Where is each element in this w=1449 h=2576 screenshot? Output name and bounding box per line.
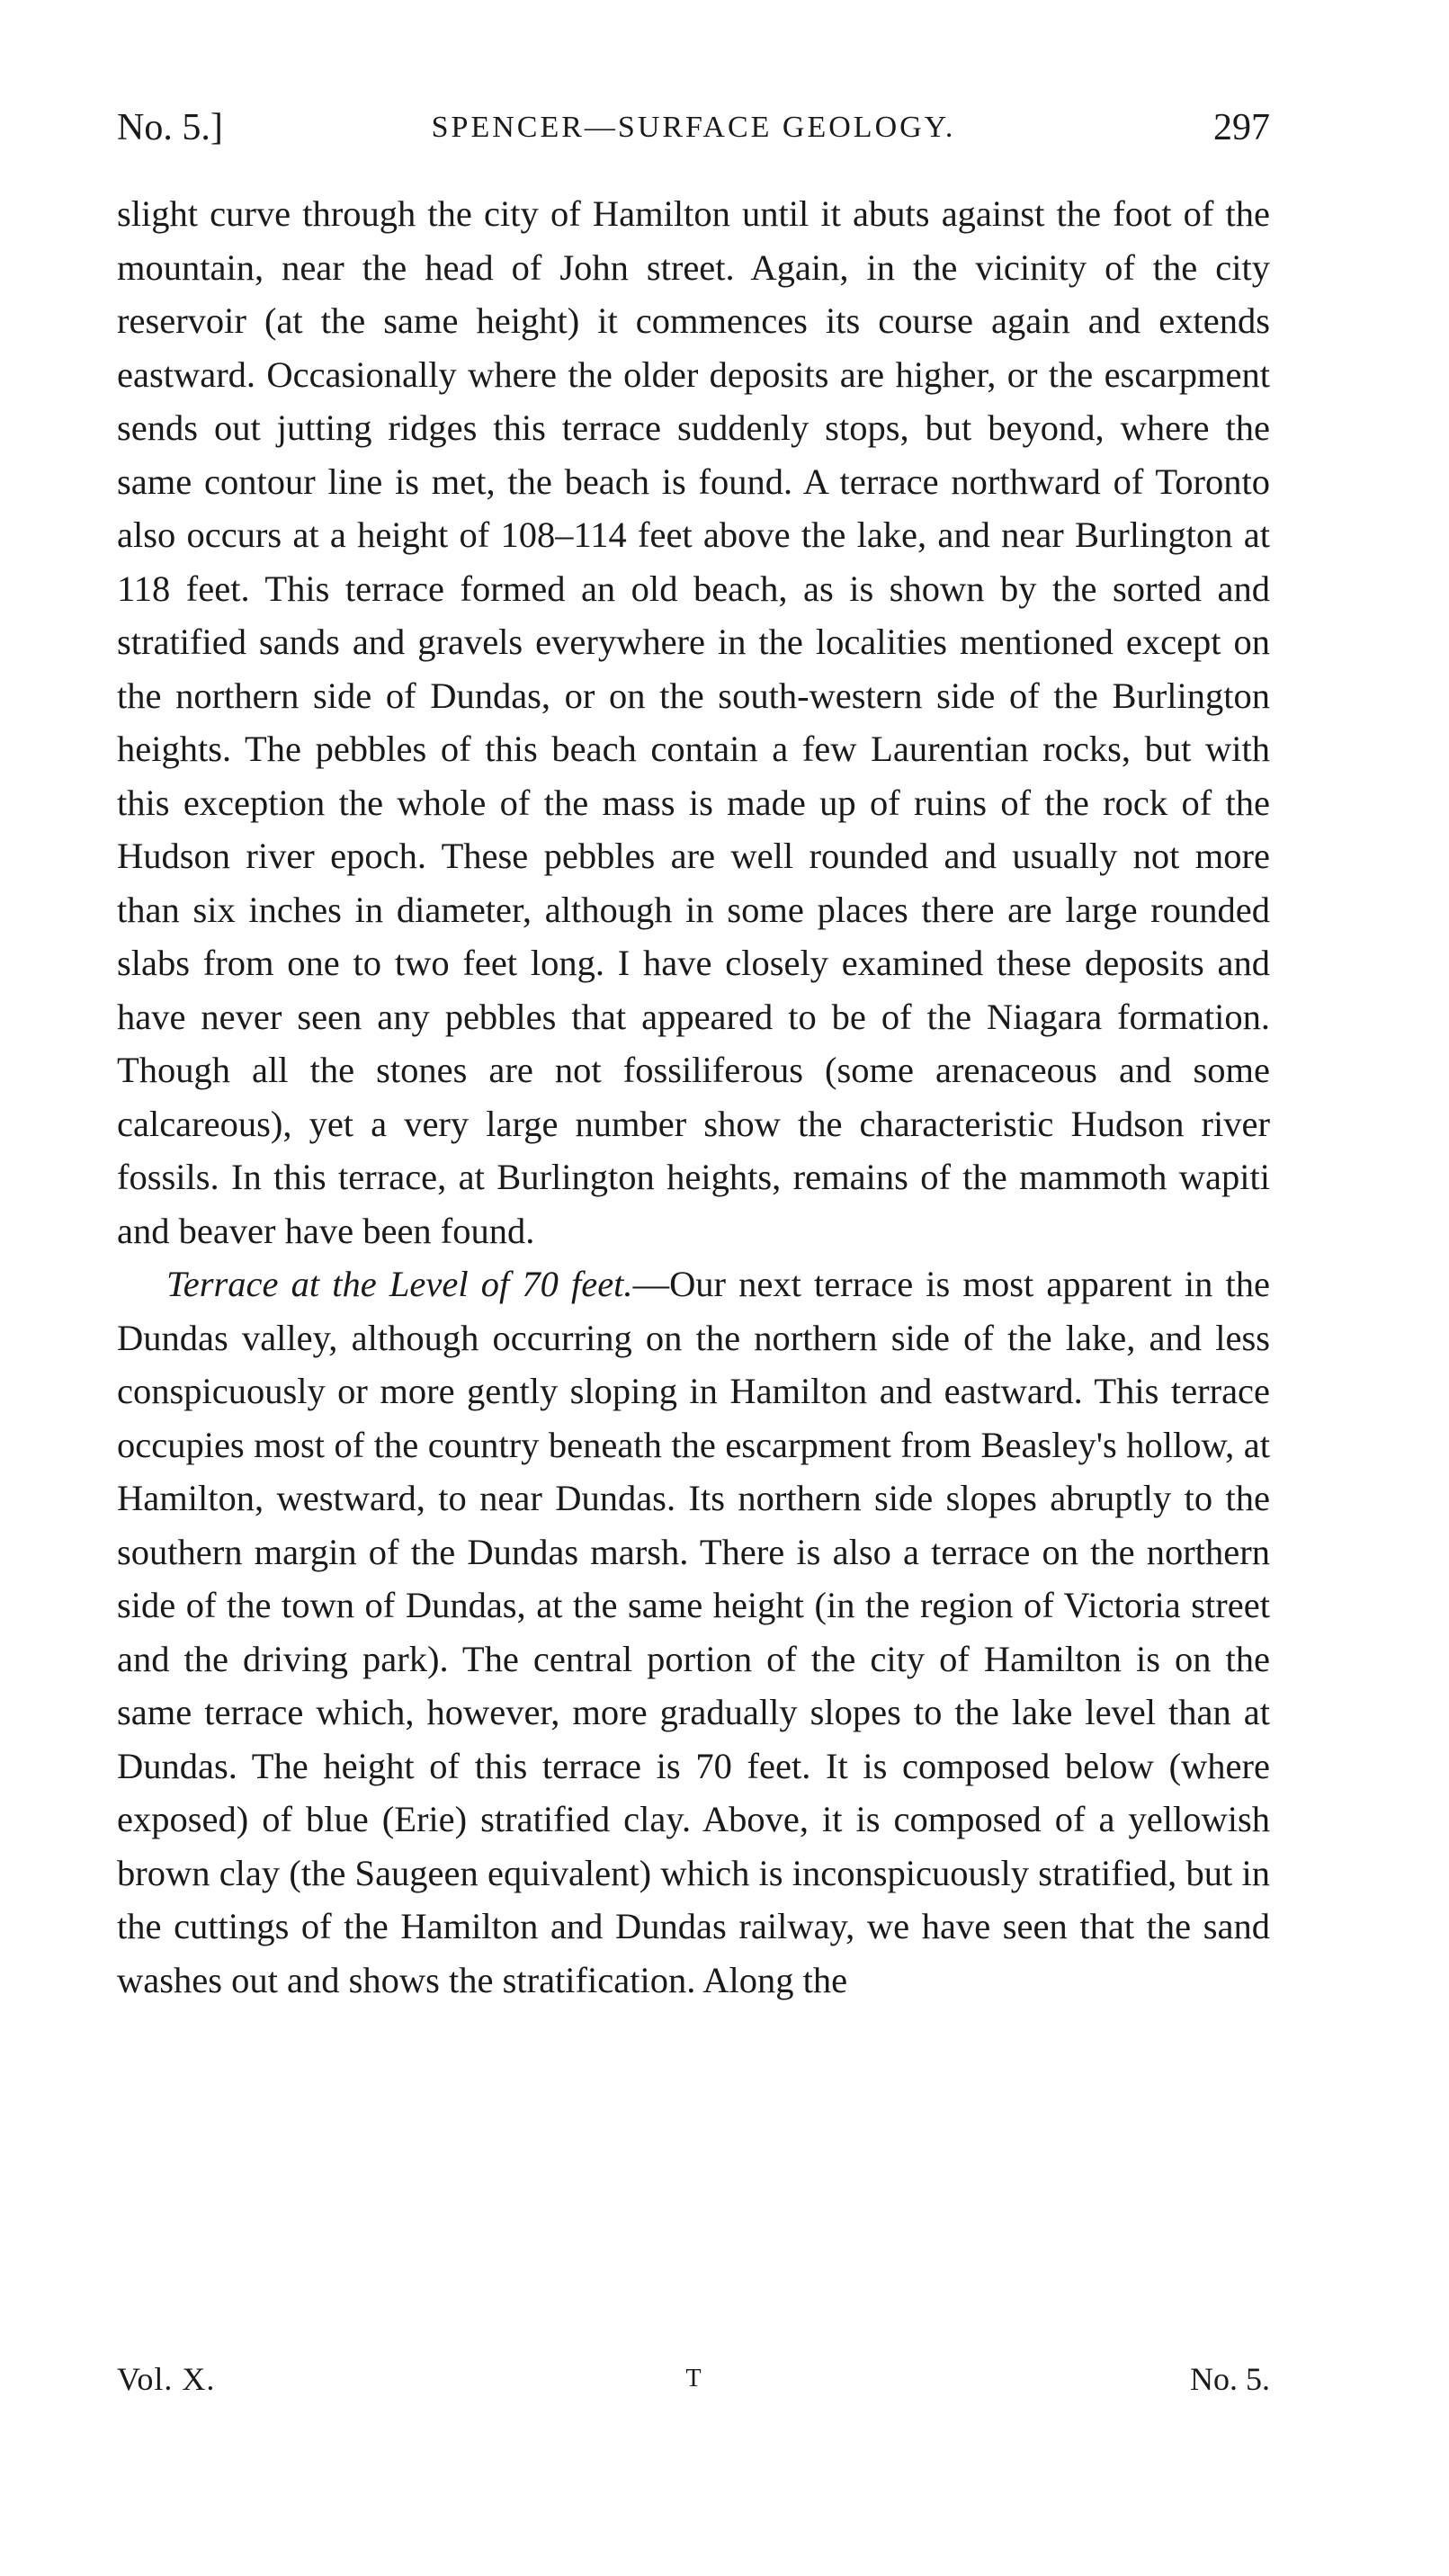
section-heading: Terrace at the Level of 70 feet. — [166, 1264, 633, 1304]
paragraph — [117, 1257, 1270, 2007]
running-header — [117, 101, 1270, 155]
issue-number: No. 5.] — [117, 107, 223, 148]
paragraph: slight curve through the city of Hamilton until it abuts against the foot of the mountain, near the head of John street. Again, in the vicinity of the city reservoir (at the same height) it commences its course again and extends eastward. Occasionally where the older deposits are higher, or the escarpment sends out jutting ridges this terrace suddenly stops, but beyond, where the same contour line is met, the beach is found. A terrace northward of Toronto also occurs at a height of 108–114 feet above the lake, and near Burlington at 118 feet. This terrace formed an old beach, as is shown by the sorted and stratified sands and gravels everywhere in the localities mentioned except on the northern side of Dundas, or on the south-western side of the Burlington heights. The pebbles of this beach contain a few Laurentian rocks, but with this exception the whole of the mass is made up of ruins of the rock of the Hudson river epoch. These pebbles are well rounded and usually not more than six inches in diameter, although in some places there are large rounded slabs from one to two feet long. I have closely examined these deposits and have never seen any pebbles that appeared to be of the Niagara formation. Though all the stones are not fossiliferous (some arenaceous and some calcareous), yet a very large number show the characteristic Hudson river fossils. In this terrace, at Burlington heights, remains of the mammoth wapiti and beaver have been found. — [117, 193, 1270, 1251]
footer-number: No. 5. — [1190, 2361, 1270, 2397]
page-footer — [117, 2357, 1270, 2402]
volume-label: Vol. X. — [117, 2361, 216, 2397]
running-title: SPENCER—SURFACE GEOLOGY. — [431, 111, 956, 144]
paragraph-text: —Our next terrace is most apparent in the Dundas valley, although occurring on the northern side of the lake, and less conspicuously or more gently sloping in Hamilton and eastward. This terrace occupies most of the country beneath the escarpment from Beasley's hollow, at Hamilton, westward, to near Dundas. Its northern side slopes abruptly to the southern margin of the Dundas marsh. There is also a terrace on the northern side of the town of Dundas, at the same height (in the region of Victoria street and the driving park). The central portion of the city of Hamilton is on the same terrace which, however, more gradually slopes to the lake level than at Dundas. The height of this terrace is 70 feet. It is composed below (where exposed) of blue (Erie) stratified clay. Above, it is composed of a yellowish brown clay (the Saugeen equivalent) which is inconspicuously stratified, but in the cuttings of the Hamilton and Dundas railway, we have seen that the sand washes out and shows the stratification. Along the — [117, 1264, 1270, 2000]
signature-mark: T — [685, 2365, 702, 2393]
page-number: 297 — [1213, 107, 1270, 148]
body-text — [117, 187, 1270, 2007]
